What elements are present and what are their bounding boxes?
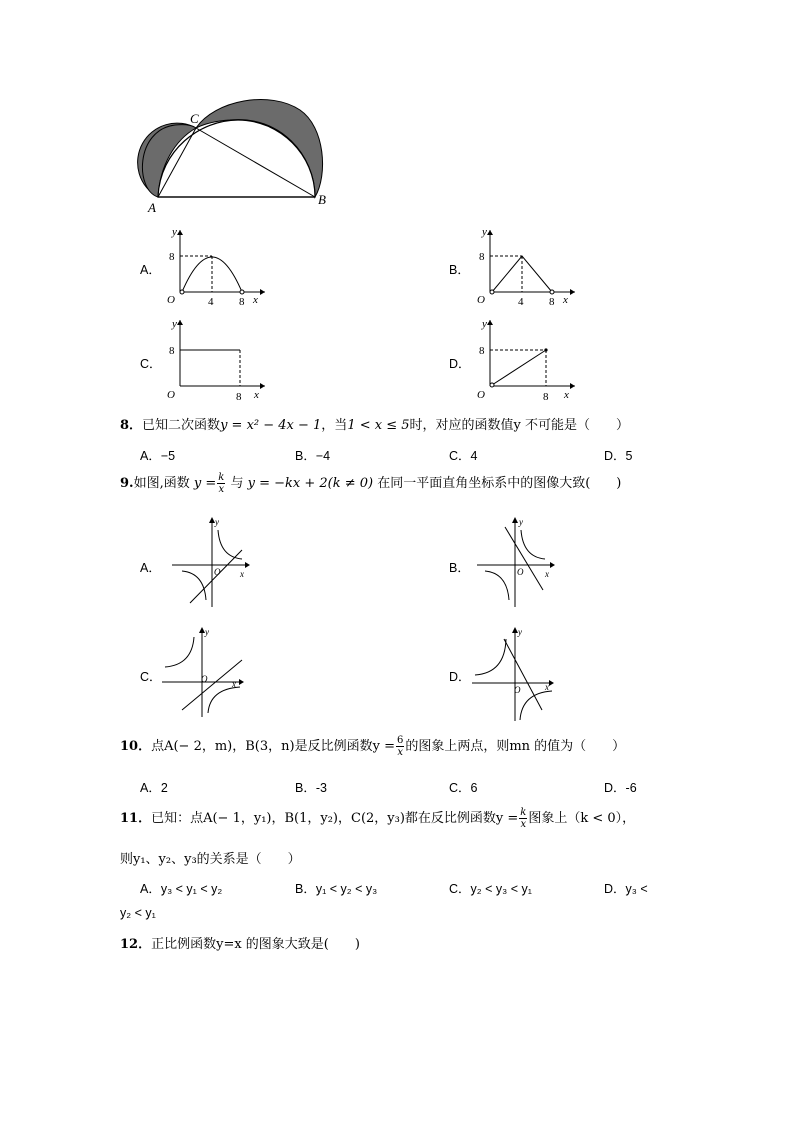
q11-stem-line2: 则y₁、y₂、y₃的关系是（ ）: [120, 852, 301, 867]
label-a: A: [148, 200, 156, 215]
q7-graph-a: [160, 225, 270, 310]
svg-text:O: O: [167, 294, 175, 306]
svg-text:8: 8: [236, 391, 242, 403]
q9-option-c-letter[interactable]: C．: [140, 670, 162, 684]
q9-graph-c: [160, 625, 250, 720]
svg-text:y: y: [482, 226, 487, 238]
svg-text:x: x: [254, 389, 259, 401]
q7-option-a-letter[interactable]: A．: [140, 263, 161, 277]
q7-option-c-letter[interactable]: C．: [140, 357, 162, 371]
q11-option-a[interactable]: A．y₃ < y₁ < y₂: [140, 882, 223, 896]
q9-graph-b: [475, 515, 560, 610]
q8-option-c[interactable]: C．4: [449, 449, 478, 463]
q10-option-a[interactable]: A．2: [140, 781, 168, 795]
q9-graph-a: [170, 515, 255, 610]
svg-text:y: y: [172, 226, 177, 238]
svg-text:8: 8: [543, 391, 549, 403]
svg-text:y: y: [172, 318, 177, 330]
q8-option-a[interactable]: A．−5: [140, 449, 176, 463]
q7-graph-d: [470, 315, 580, 403]
q8-option-b[interactable]: B．−4: [295, 449, 331, 463]
svg-text:y: y: [205, 627, 209, 637]
semicircle-figure: [130, 95, 350, 220]
svg-text:x: x: [253, 294, 258, 306]
svg-text:x: x: [563, 294, 568, 306]
svg-text:O: O: [514, 685, 521, 695]
svg-text:y: y: [518, 627, 522, 637]
q10-option-c[interactable]: C．6: [449, 781, 478, 795]
svg-text:8: 8: [169, 345, 175, 357]
svg-text:O: O: [517, 567, 524, 577]
svg-text:O: O: [477, 294, 485, 306]
svg-text:8: 8: [239, 296, 245, 308]
svg-text:y: y: [482, 318, 487, 330]
svg-text:O: O: [201, 674, 208, 684]
q11-option-c[interactable]: C．y₂ < y₃ < y₁: [449, 882, 532, 896]
q7-graph-c: [160, 315, 270, 403]
label-c: C: [190, 111, 199, 126]
svg-text:8: 8: [479, 345, 485, 357]
svg-text:x: x: [545, 569, 549, 579]
svg-text:x: x: [232, 679, 236, 689]
svg-text:x: x: [564, 389, 569, 401]
q7-graph-b: [470, 225, 580, 310]
svg-text:x: x: [545, 682, 549, 692]
svg-text:O: O: [214, 567, 221, 577]
q10-stem: 10．点A(− 2，m)，B(3，n)是反比例函数y = $\frac{6}{x}$ 的图象上两点，则mn 的值为（ ）: [120, 735, 626, 758]
q11-option-b[interactable]: B．y₁ < y₂ < y₃: [295, 882, 378, 896]
q8-stem: 8．已知二次函数y = x² − 4x − 1，当1 < x ≤ 5时，对应的函数值y 不可能是（ ）: [120, 418, 629, 433]
svg-text:O: O: [477, 389, 485, 401]
q10-option-b[interactable]: B．-3: [295, 781, 327, 795]
svg-text:O: O: [167, 389, 175, 401]
svg-text:4: 4: [518, 296, 524, 308]
q9-graph-d: [470, 625, 560, 725]
svg-text:4: 4: [208, 296, 214, 308]
q9-option-a-letter[interactable]: A．: [140, 561, 161, 575]
q9-stem: 9.如图,函数 y = $\frac{k}{x}$ 与 y = −kx + 2(k ≠ 0) 在同一平面直角坐标系中的图像大致( ): [120, 472, 622, 495]
svg-text:8: 8: [479, 251, 485, 263]
q11-option-d-wrap: y₂ < y₁: [120, 906, 156, 920]
q7-option-b-letter[interactable]: B．: [449, 263, 470, 277]
svg-text:8: 8: [549, 296, 555, 308]
label-b: B: [318, 192, 326, 207]
q10-option-d[interactable]: D．-6: [604, 781, 637, 795]
q8-option-d[interactable]: D．5: [604, 449, 633, 463]
svg-text:y: y: [215, 517, 219, 527]
q7-option-d-letter[interactable]: D．: [449, 357, 471, 371]
q12-stem: 12．正比例函数y=x 的图象大致是( ): [120, 937, 360, 952]
q11-stem: 11．已知：点A(− 1，y₁)，B(1，y₂)，C(2，y₃)都在反比例函数y = $\frac{k}{x}$ 图象上（k < 0），: [120, 807, 636, 830]
svg-text:x: x: [240, 569, 244, 579]
q9-option-d-letter[interactable]: D．: [449, 670, 471, 684]
q9-option-b-letter[interactable]: B．: [449, 561, 470, 575]
svg-text:8: 8: [169, 251, 175, 263]
q11-option-d[interactable]: D．y₃ <: [604, 882, 648, 896]
svg-text:y: y: [519, 517, 523, 527]
